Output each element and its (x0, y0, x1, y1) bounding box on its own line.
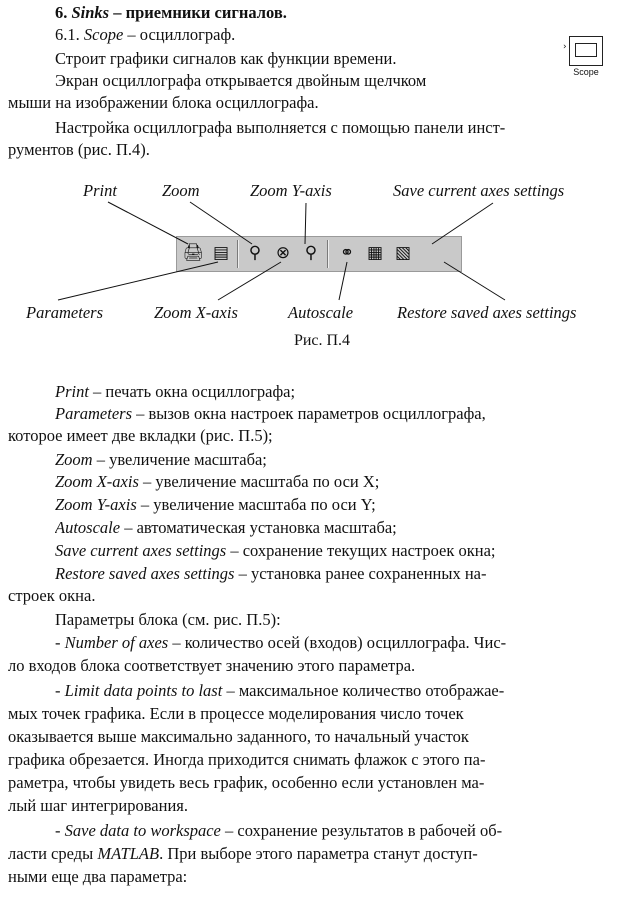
param-line: - Save data to workspace – сохранение результатов в рабочей об- (55, 821, 503, 840)
def-line: Autoscale – автоматическая установка масштаба; (55, 518, 397, 537)
leader-autoscale (339, 262, 347, 300)
param-line: ло входов блока соответствует значению этого параметра. (8, 656, 416, 675)
def-line: Zoom Y-axis – увеличение масштаба по оси Y; (55, 495, 376, 514)
def-line: Save current axes settings – сохранение текущих настроек окна; (55, 541, 496, 560)
def-line: строек окна. (8, 586, 96, 605)
intro-line-1: Строит графики сигналов как функции времени. (55, 49, 397, 68)
leader-restore (444, 262, 505, 300)
label-zoom-y-axis: Zoom Y-axis (250, 181, 332, 200)
param-line: лый шаг интегрирования. (8, 796, 189, 815)
label-zoom: Zoom (162, 181, 200, 200)
leader-print (108, 202, 188, 244)
subsection-title-rest: – осциллограф. (123, 25, 236, 44)
param-line: раметра, чтобы увидеть весь график, особенно если установлен ма- (8, 773, 485, 792)
label-save-current-axes-settings: Save current axes settings (393, 181, 565, 200)
label-restore-saved-axes-settings: Restore saved axes settings (397, 303, 577, 322)
intro-line-4: Настройка осциллографа выполняется с помощью панели инст- (55, 118, 506, 137)
leader-zoom-x (218, 262, 281, 300)
def-line: которое имеет две вкладки (рис. П.5); (8, 426, 273, 445)
params-intro: Параметры блока (см. рис. П.5): (55, 610, 281, 629)
section-title-italic: Sinks (71, 3, 110, 22)
zoom-y-axis-icon[interactable]: ⚲ (304, 243, 318, 263)
scope-block-label: Scope (573, 67, 599, 77)
save-axes-icon[interactable]: ▦ (366, 243, 384, 263)
input-arrow-icon: › (563, 42, 567, 52)
param-line: ласти среды MATLAB. При выборе этого параметра станут доступ- (8, 844, 478, 863)
autoscale-icon[interactable]: ⚭ (339, 243, 355, 263)
param-line: - Number of axes – количество осей (входов) осциллографа. Чис- (55, 633, 507, 652)
label-parameters: Parameters (26, 303, 103, 322)
param-line: - Limit data points to last – максимальное количество отображае- (55, 681, 505, 700)
zoom-x-axis-icon[interactable]: ⊗ (275, 243, 291, 263)
def-line: Print – печать окна осциллографа; (55, 382, 296, 401)
restore-axes-icon[interactable]: ▧ (394, 243, 412, 263)
subsection-number: 6.1. (55, 25, 80, 44)
def-line: Parameters – вызов окна настроек параметров осциллографа, (55, 404, 486, 423)
section-number: 6. (55, 3, 68, 22)
intro-line-2: Экран осциллографа открывается двойным щелчком (55, 71, 427, 90)
def-line: Zoom X-axis – увеличение масштаба по оси X; (55, 472, 380, 491)
param-line: ными еще два параметра: (8, 867, 188, 886)
leader-parameters (58, 262, 218, 300)
def-line: Zoom – увеличение масштаба; (55, 450, 267, 469)
label-autoscale: Autoscale (288, 303, 354, 322)
section-title-rest: – приемники сигналов. (109, 3, 287, 22)
label-zoom-x-axis: Zoom X-axis (154, 303, 238, 322)
parameters-icon[interactable]: ▤ (212, 243, 230, 263)
param-line: оказывается выше максимально заданного, то начальный участок (8, 727, 469, 746)
label-print: Print (83, 181, 117, 200)
zoom-icon[interactable]: ⚲ (248, 243, 262, 263)
intro-line-5: рументов (рис. П.4). (8, 140, 150, 159)
param-line: мых точек графика. Если в процессе моделирования число точек (8, 704, 464, 723)
leader-zoom (190, 202, 252, 244)
def-line: Restore saved axes settings – установка ранее сохраненных на- (55, 564, 487, 583)
param-line: графика обрезается. Иногда приходится снимать флажок с этого па- (8, 750, 486, 769)
intro-line-3: мыши на изображении блока осциллографа. (8, 93, 319, 112)
subsection-title-italic: Scope (83, 25, 124, 44)
figure-caption: Рис. П.4 (293, 332, 351, 349)
print-icon[interactable]: 🖨 (182, 243, 204, 263)
leader-zoom-y (305, 203, 306, 244)
leader-save (432, 203, 493, 244)
